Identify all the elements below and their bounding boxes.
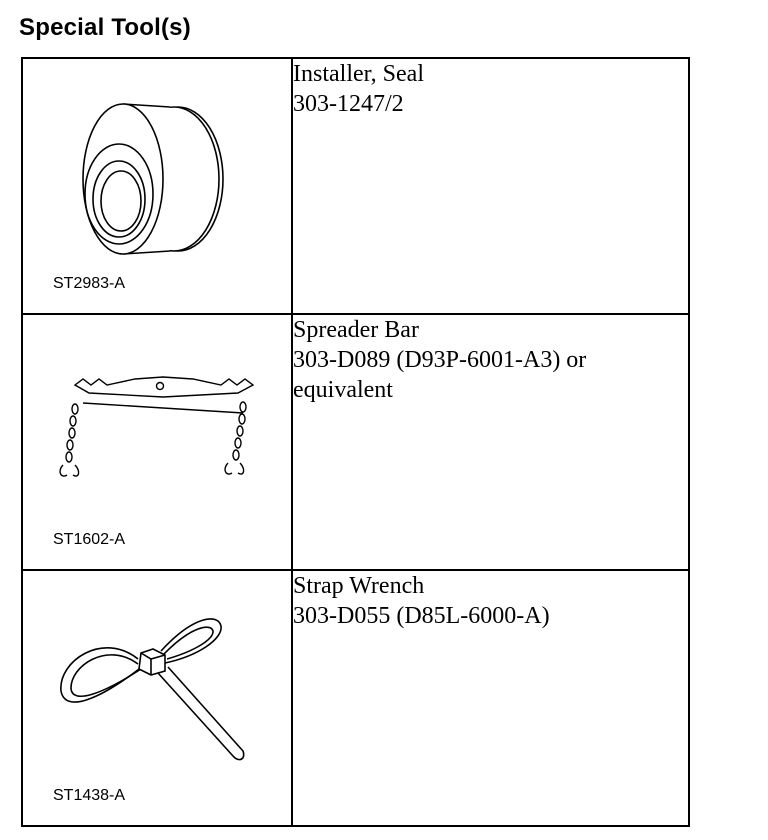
tool-number: 303-D055 (D85L-6000-A) bbox=[293, 603, 550, 629]
illustration-code: ST2983-A bbox=[53, 275, 126, 292]
table-row bbox=[22, 570, 689, 826]
special-tools-table bbox=[21, 57, 690, 827]
tool-description-cell bbox=[292, 570, 689, 826]
table-row bbox=[22, 314, 689, 570]
tool-illustration-cell bbox=[22, 570, 292, 826]
page-title: Special Tool(s) bbox=[19, 14, 191, 41]
table-row bbox=[22, 58, 689, 314]
tool-number: 303-D089 (D93P-6001-A3) or bbox=[293, 347, 587, 373]
tool-name: Installer, Seal bbox=[293, 61, 424, 87]
tool-description-cell bbox=[292, 58, 689, 314]
illustration-code: ST1438-A bbox=[53, 787, 126, 804]
tool-number: 303-1247/2 bbox=[293, 91, 404, 117]
tool-name: Strap Wrench bbox=[293, 573, 425, 599]
tool-illustration-cell bbox=[22, 314, 292, 570]
tool-name: Spreader Bar bbox=[293, 317, 419, 343]
illustration-code: ST1602-A bbox=[53, 531, 126, 548]
tool-illustration-cell bbox=[22, 58, 292, 314]
tool-description-cell bbox=[292, 314, 689, 570]
tool-number-extra: equivalent bbox=[293, 377, 393, 403]
